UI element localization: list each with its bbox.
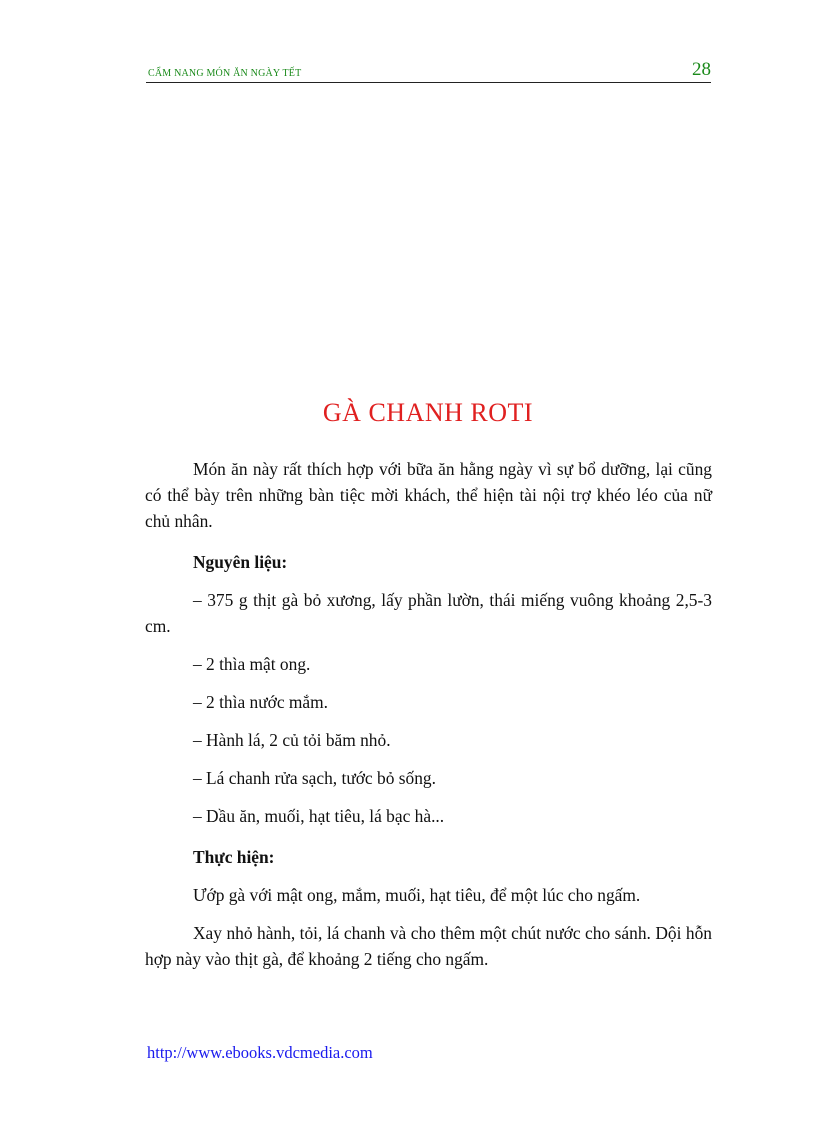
book-title: CẨM NANG MÓN ĂN NGÀY TẾT	[148, 68, 302, 79]
page-number: 28	[692, 59, 711, 80]
method-step: Xay nhỏ hành, tỏi, lá chanh và cho thêm một chút nước cho sánh. Dội hỗn hợp này vào thịt gà, để khoảng 2 tiếng cho ngấm.	[145, 923, 712, 969]
recipe-body	[145, 456, 712, 972]
method-heading: Thực hiện:	[193, 847, 275, 867]
ingredient-item: – Lá chanh rửa sạch, tước bỏ sống.	[193, 768, 436, 788]
recipe-title: GÀ CHANH ROTI	[322, 398, 534, 427]
page-header	[146, 60, 711, 83]
footer-link[interactable]: http://www.ebooks.vdcmedia.com	[147, 1043, 373, 1062]
ingredient-item: – Hành lá, 2 củ tỏi băm nhỏ.	[193, 730, 391, 750]
method-step: Ướp gà với mật ong, mắm, muối, hạt tiêu, để một lúc cho ngấm.	[193, 885, 641, 905]
ingredient-item: – 2 thìa nước mắm.	[193, 692, 329, 712]
ingredient-item: – 2 thìa mật ong.	[193, 654, 311, 674]
ingredient-item: – Dầu ăn, muối, hạt tiêu, lá bạc hà...	[193, 806, 445, 826]
intro-paragraph: Món ăn này rất thích hợp với bữa ăn hằng ngày vì sự bổ dưỡng, lại cũng có thể bày trên những bàn tiệc mời khách, thể hiện tài nội trợ khéo léo của nữ chủ nhân.	[145, 459, 712, 531]
ingredients-heading: Nguyên liệu:	[193, 552, 288, 572]
ingredient-item: – 375 g thịt gà bỏ xương, lấy phần lườn, thái miếng vuông khoảng 2,5-3 cm.	[145, 590, 712, 636]
